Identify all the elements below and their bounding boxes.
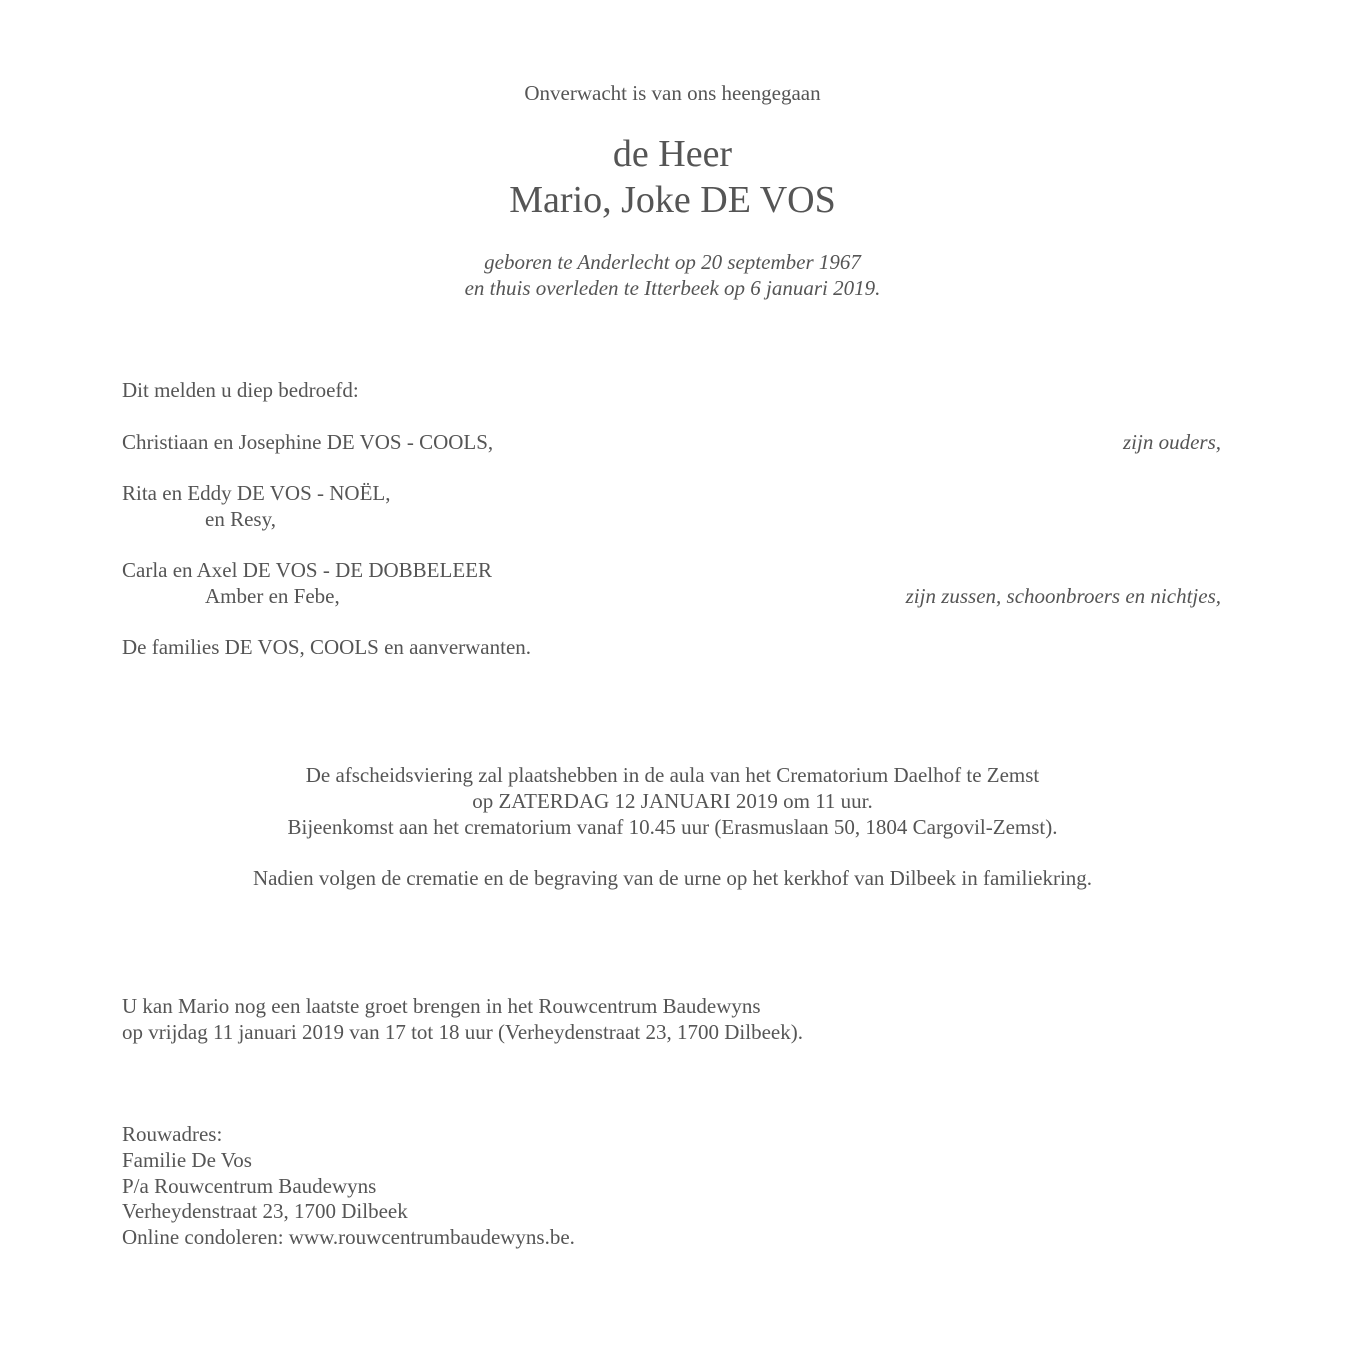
address-line-1: Familie De Vos: [122, 1148, 252, 1172]
ceremony-line-1: De afscheidsviering zal plaatshebben in de aula van het Crematorium Daelhof te Zemst: [305, 763, 1040, 787]
honorific: de Heer: [612, 133, 733, 175]
death-info: en thuis overleden te Itterbeek op 6 januari 2019.: [464, 276, 881, 300]
sister1-names: Rita en Eddy DE VOS - NOËL,: [122, 481, 391, 505]
visitation-line-1: U kan Mario nog een laatste groet brengen in het Rouwcentrum Baudewyns: [122, 994, 761, 1018]
address-label: Rouwadres:: [122, 1122, 223, 1146]
families-text: De families DE VOS, COOLS en aanverwanten.: [122, 635, 532, 659]
sister1-child: en Resy,: [205, 507, 276, 531]
ceremony-line-3: Bijeenkomst aan het crematorium vanaf 10.45 uur (Erasmuslaan 50, 1804 Cargovil-Zemst).: [287, 815, 1058, 839]
intro-text: Onverwacht is van ons heengegaan: [524, 81, 821, 105]
ceremony-line-4: Nadien volgen de crematie en de begraving van de urne op het kerkhof van Dilbeek in familiekring.: [252, 866, 1093, 890]
ceremony-line-2: op ZATERDAG 12 JANUARI 2019 om 11 uur.: [472, 789, 873, 813]
mourners-intro: Dit melden u diep bedroefd:: [122, 378, 359, 402]
sister2-children: Amber en Febe,: [205, 584, 340, 608]
sister2-names: Carla en Axel DE VOS - DE DOBBELEER: [122, 558, 492, 582]
visitation-line-2: op vrijdag 11 januari 2019 van 17 tot 18 uur (Verheydenstraat 23, 1700 Dilbeek).: [122, 1020, 803, 1044]
siblings-relation: zijn zussen, schoonbroers en nichtjes,: [905, 584, 1221, 608]
parents-names: Christiaan en Josephine DE VOS - COOLS,: [122, 430, 494, 454]
address-line-4: Online condoleren: www.rouwcentrumbaudewyns.be.: [122, 1225, 575, 1249]
deceased-name: Mario, Joke DE VOS: [509, 179, 836, 221]
address-line-2: P/a Rouwcentrum Baudewyns: [122, 1174, 377, 1198]
address-line-3: Verheydenstraat 23, 1700 Dilbeek: [122, 1199, 408, 1223]
parents-relation: zijn ouders,: [1122, 430, 1221, 454]
birth-info: geboren te Anderlecht op 20 september 1967: [484, 250, 861, 274]
